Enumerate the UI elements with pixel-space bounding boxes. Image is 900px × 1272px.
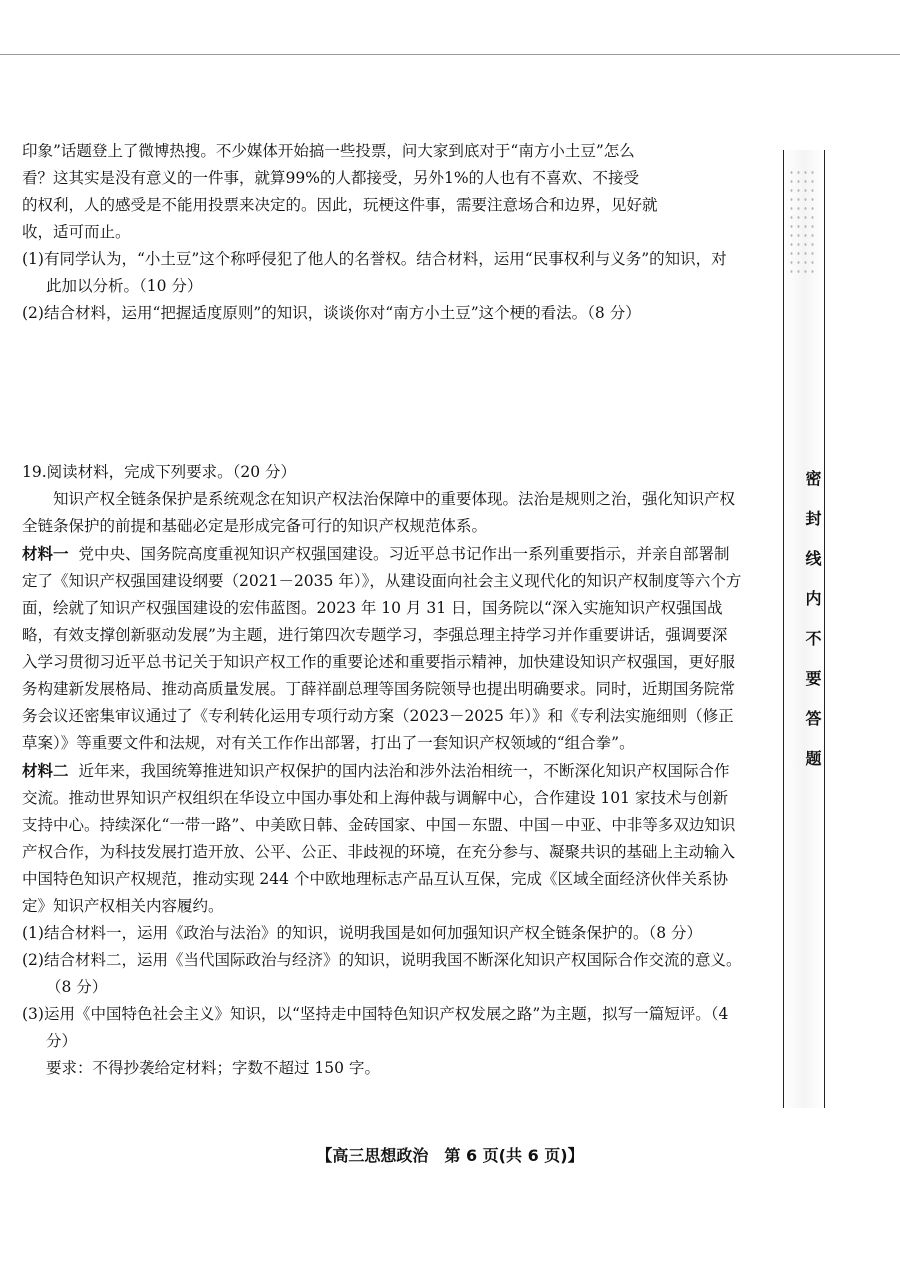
q18-material-line: 的权利，人的感受是不能用投票来决定的。因此，玩梗这件事，需要注意场合和边界，见好就 [22,196,658,214]
material-1-label: 材料一 [22,544,69,563]
q18-material [22,138,742,246]
q19-subquestion-3: (3)运用《中国特色社会主义》知识，以“坚持走中国特色知识产权发展之路”为主题，拟写一篇短评。（4 分） [22,1005,729,1050]
material-2-text: 近年来，我国统筹推进知识产权保护的国内法治和涉外法治相统一，不断深化知识产权国际合作交流。推动世界知识产权组织在华设立中国办事处和上海仲裁与调解中心，合作建设 101 家技术与创新支持中心。持续深化“一带一路”、中美欧日韩、金砖国家、中国－东盟、中国－中亚、中非等多双边知识产权合作，为科技发展打造开放、公平、公正、非歧视的环境，在充分参与、凝聚共识的基础上主动输入中国特色知识产权规范，推动实现 244 个中欧地理标志产品互认互保，完成《区域全面经济伙伴关系协定》知识产权相关内容履约。 [22,762,736,915]
question-content [22,138,742,1082]
q19-material-2 [22,757,742,920]
material-2-label: 材料二 [22,761,69,780]
q19-subquestion-2: (2)结合材料二，运用《当代国际政治与经济》的知识，说明我国不断深化知识产权国际合作交流的意义。（8 分） [22,951,742,996]
page-footer: 【高三思想政治 第 6 页(共 6 页)】 [316,1146,584,1165]
seal-line-strip [783,150,825,1108]
q18-subquestion-2: (2)结合材料，运用“把握适度原则”的知识，谈谈你对“南方小土豆”这个梗的看法。（8 分） [22,304,641,322]
q18-material-line: 收，适可而止。 [22,223,131,241]
q18-material-line: 印象”话题登上了微博热搜。不少媒体开始搞一些投票，问大家到底对于“南方小土豆”怎么 [22,142,635,160]
binding-dots [788,168,818,278]
material-1-text: 党中央、国务院高度重视知识产权强国建设。习近平总书记作出一系列重要指示，并亲自部署制定了《知识产权强国建设纲要（2021－2035 年）》，从建设面向社会主义现代化的知识产权制度等六个方面，绘就了知识产权强国建设的宏伟蓝图。2023 年 10 月 31 日，国务院以“深入实施知识产权强国战略，有效支撑创新驱动发展”为主题，进行第四次专题学习，李强总理主持学习并作重要讲话，强调要深入学习贯彻习近平总书记关于知识产权工作的重要论述和重要指示精神，加快建设知识产权强国，更好服务构建新发展格局、推动高质量发展。丁薛祥副总理等国务院领导也提出明确要求。同时，近期国务院常务会议还密集审议通过了《专利转化运用专项行动方案（2023－2025 年）》和《专利法实施细则（修正草案）》等重要文件和法规，对有关工作作出部署，打出了一套知识产权领域的“组合拳”。 [22,545,742,752]
header-rule [0,54,900,55]
answer-space [22,327,742,459]
q18-material-line: 看？这其实是没有意义的一件事，就算99%的人都接受，另外1%的人也有不喜欢、不接受 [22,169,640,187]
q19-subquestion-1: (1)结合材料一，运用《政治与法治》的知识，说明我国是如何加强知识产权全链条保护的。（8 分） [22,924,702,942]
q19-intro: 知识产权全链条保护是系统观念在知识产权法治保障中的重要体现。法治是规则之治，强化知识产权全链条保护的前提和基础必定是形成完备可行的知识产权规范体系。 [22,490,736,535]
q18-subquestion-1: (1)有同学认为，“小土豆”这个称呼侵犯了他人的名誉权。结合材料，运用“民事权利与义务”的知识，对此加以分析。（10 分） [22,250,727,295]
q19-title: 19.阅读材料，完成下列要求。（20 分） [22,463,297,481]
q19-material-1 [22,540,742,757]
seal-line-text: 密封线内不要答题 [803,470,822,790]
q19-requirement: 要求：不得抄袭给定材料；字数不超过 150 字。 [46,1059,380,1077]
